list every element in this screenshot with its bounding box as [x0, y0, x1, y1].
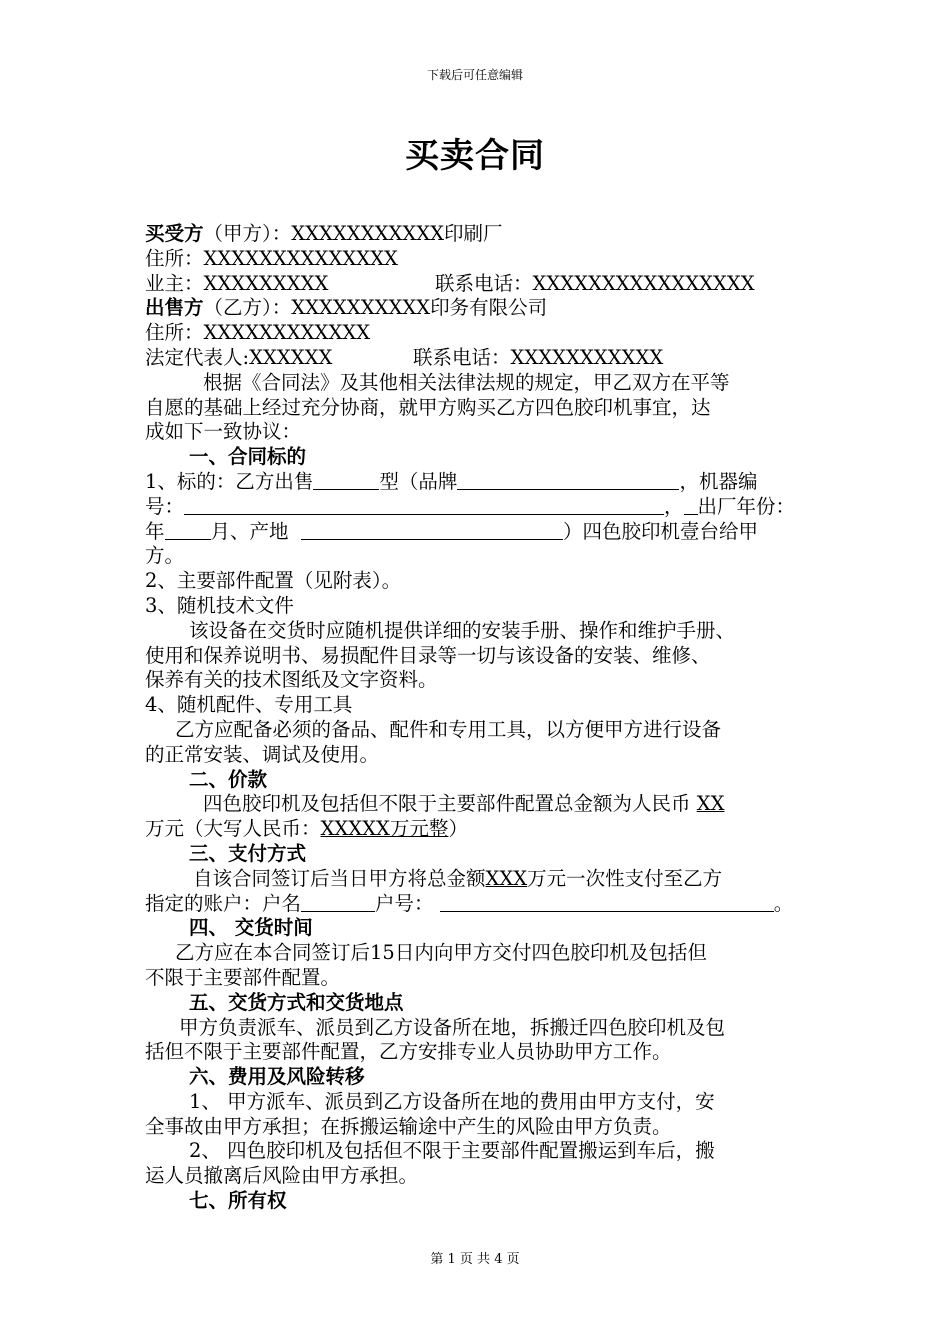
page-footer: 第 1 页 共 4 页 [430, 1252, 520, 1267]
buyer-role: （甲方）： [203, 222, 292, 245]
account-no-label: 户号： [375, 891, 434, 915]
delivery-time-2: 不限于主要部件配置。 [145, 965, 341, 989]
seller-address: 住所：XXXXXXXXXXXX [145, 321, 371, 345]
price-text: 四色胶印机及包括但不限于主要部件配置总金额为人民币 [203, 792, 691, 816]
payment-line-1 [145, 867, 810, 892]
cost-risk-1: 1、 甲方派车、派员到乙方设备所在地的费用由甲方支付，安 [189, 1089, 715, 1113]
subject-tail: ）四色胶印机壹台给甲 [562, 519, 758, 543]
payment-amount: XXX [485, 866, 528, 890]
account-name-label: 指定的账户：户名 [145, 891, 302, 915]
delivery-method-1: 甲方负责派车、派员到乙方设备所在地，拆搬迁四色胶印机及包 [179, 1015, 726, 1039]
seller-rep-line [145, 346, 810, 371]
brand-blank [457, 471, 679, 490]
item-3-text-1: 该设备在交货时应随机提供详细的安装手册、操作和维护手册、 [189, 618, 736, 642]
month-blank [165, 521, 211, 540]
payment-tail: 万元一次性支付至乙方 [527, 866, 723, 890]
seller-phone: 联系电话：XXXXXXXXXXX [413, 345, 664, 369]
seller-representative: 法定代表人:XXXXXX [145, 345, 333, 369]
item-4-text-2: 的正常安装、调试及使用。 [145, 742, 380, 766]
price-line-1 [145, 792, 810, 817]
price-words-label: 万元（大写人民币： [145, 817, 321, 841]
section-6-title: 六、费用及风险转移 [189, 1065, 365, 1089]
short-blank [684, 496, 698, 515]
header-note: 下载后可任意编辑 [426, 68, 523, 82]
section-3-title: 三、支付方式 [189, 841, 307, 865]
price-words: XXXXX万元整 [320, 817, 449, 841]
buyer-address: 住所：XXXXXXXXXXXXXX [145, 246, 398, 270]
subject-label: 1、标的：乙方出售 [145, 469, 314, 493]
preamble-line-3: 成如下一致协议： [145, 420, 302, 444]
subject-line-2 [145, 495, 810, 520]
contract-body [145, 222, 810, 1214]
seller-line [145, 296, 810, 321]
section-2-title: 二、价款 [189, 767, 268, 791]
brand-label: 型（品牌 [379, 469, 458, 493]
subject-line-3 [145, 520, 810, 545]
section-5-title: 五、交货方式和交货地点 [189, 990, 404, 1014]
period: 。 [773, 891, 794, 915]
origin-label: 月、产地 [210, 519, 289, 543]
buyer-line [145, 222, 810, 247]
payment-text: 自该合同签订后当日甲方将总金额 [193, 866, 486, 890]
cost-risk-3: 2、 四色胶印机及包括但不限于主要部件配置搬运到车后，搬 [189, 1139, 715, 1163]
payment-line-2 [145, 892, 810, 917]
item-2: 2、主要部件配置（见附表）。 [145, 569, 402, 593]
section-7-title: 七、所有权 [189, 1189, 287, 1213]
subject-line-1 [145, 470, 810, 495]
buyer-name: XXXXXXXXXXX印刷厂 [291, 222, 503, 245]
item-3-text-3: 保养有关的技术图纸及文字资料。 [145, 668, 438, 692]
buyer-owner: 业主：XXXXXXXXX [145, 271, 329, 295]
account-no-blank [440, 893, 774, 912]
seller-label: 出售方 [145, 296, 204, 320]
price-amount: XX [696, 792, 725, 816]
delivery-method-2: 括但不限于主要部件配置，乙方安排专业人员协助甲方工作。 [145, 1040, 672, 1064]
buyer-owner-line [145, 272, 810, 297]
cost-risk-2: 全事故由甲方承担；在拆搬运输途中产生的风险由甲方负责。 [145, 1114, 672, 1138]
comma: ， [664, 494, 684, 518]
year-label: 出厂年份： [697, 494, 796, 518]
seller-name: XXXXXXXXXX印务有限公司 [291, 296, 548, 320]
number-label: 号： [145, 494, 185, 518]
origin-blank [301, 521, 563, 540]
year-unit: 年 [145, 519, 165, 543]
buyer-label: 买受方 [145, 222, 204, 245]
cost-risk-4: 运人员撤离后风险由甲方承担。 [145, 1164, 419, 1188]
account-name-blank [301, 893, 375, 912]
buyer-phone: 联系电话：XXXXXXXXXXXXXXXX [435, 271, 755, 295]
item-3-text-2: 使用和保养说明书、易损配件目录等一切与该设备的安装、维修、 [145, 643, 711, 667]
machine-no-blank [184, 496, 664, 515]
preamble-line-2: 自愿的基础上经过充分协商，就甲方购买乙方四色胶印机事宜，达 [145, 395, 711, 419]
section-4-title: 四、 交货时间 [189, 916, 313, 940]
document-title: 买卖合同 [405, 136, 545, 176]
item-3: 3、随机技术文件 [145, 593, 294, 617]
preamble-line-1: 根据《合同法》及其他相关法律法规的规定，甲乙双方在平等 [203, 370, 730, 394]
section-1-title: 一、合同标的 [189, 445, 307, 469]
price-close: ） [448, 817, 468, 841]
subject-line-4: 方。 [145, 544, 185, 568]
model-blank [313, 471, 379, 490]
machine-no-label: ，机器编 [679, 469, 758, 493]
seller-role: （乙方）： [203, 296, 292, 320]
price-line-2 [145, 817, 810, 842]
item-4: 4、随机配件、专用工具 [145, 693, 353, 717]
item-4-text-1: 乙方应配备必须的备品、配件和专用工具，以方便甲方进行设备 [175, 717, 722, 741]
delivery-time-1: 乙方应在本合同签订后15日内向甲方交付四色胶印机及包括但 [175, 941, 707, 965]
